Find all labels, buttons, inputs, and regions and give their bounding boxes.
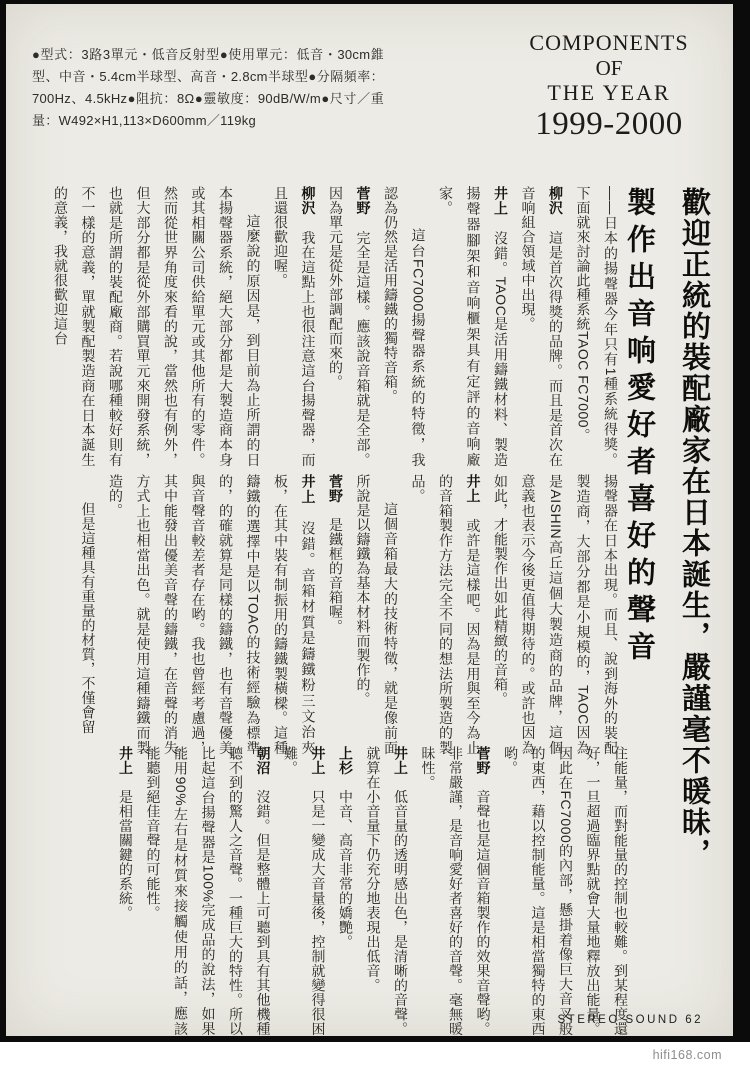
body-paragraph: ——日本的揚聲器今年只有1種系統得獎。下面就來討論此種系統TAOC FC7000。: [575, 186, 619, 467]
headline-line2: 製作出音响愛好者喜好的聲音: [623, 187, 655, 668]
article-band-middle: [36, 474, 624, 755]
dialogue-paragraph: 井上 沒錯。音箱材質是鑄鐵粉三文治夾板，在其中裝有制振用的鑄鐵製橫樑。這種鑄鐵的選擇中是以TOAC的技術經驗為標準的，的確就算是同樣的鑄鐵，也有音聲優美與音聲音較差者存在哟。我也曾經考慮過，其中能發出優美音聲的鑄鐵，在音聲的消失方式上也相當出色。就是使用這種鑄鐵而製造的。: [108, 474, 317, 756]
dialogue-paragraph: 菅野 音聲也是這個音箱製作的效果音聲哟。非常嚴謹，是音响愛好者喜好的音聲。毫無暖昧性。: [420, 746, 492, 1036]
award-title-line2: OF: [595, 56, 623, 80]
body-paragraph: 這台FC7000揚聲器系統的特徵，我認為仍然是活用鑄鐵的獨特音箱。: [383, 186, 427, 467]
speaker-name: 井上: [493, 186, 509, 217]
dialogue-paragraph: 柳沢 這是首次得獎的品牌。而且是首次在音响組合領域中出現。: [520, 186, 564, 468]
speaker-name: 井上: [300, 474, 317, 506]
dialogue-paragraph: 菅野 完全是這樣。應該說音箱就是全部。因為單元是從外部調配而來的。: [328, 186, 372, 468]
body-paragraph: 但是這種具有重量的材質，不僅會留: [80, 502, 97, 734]
headline-line1: 歡迎正統的裝配廠家在日本誕生，嚴謹毫不暖昧，: [678, 187, 710, 869]
dialogue-paragraph: 柳沢 我在這點上也很注意這台揚聲器，而且還很歡迎喔。: [273, 186, 317, 468]
speaker-name: 井上: [393, 746, 409, 775]
components-of-the-year-title: [493, 30, 725, 142]
dialogue-paragraph: 井上 沒錯。TAOC是活用鑄鐵材料、製造揚聲器腳架和音响櫃架具有定評的音响廠家。: [438, 186, 509, 468]
speaker-name: 菅野: [475, 746, 492, 775]
body-paragraph: 揚聲器在日本出現。而且、說到海外的裝配製造商，大部分都是小規模的，TAOC因為是AISHIN高丘這個大製造商的品牌，這個意義也表示今後更值得期待的。或許也因為如此，才能製作出如此精緻的音箱。: [493, 474, 619, 755]
magazine-page: [6, 4, 733, 1036]
speaker-name: 菅野: [328, 474, 344, 503]
body-paragraph: 這麼說的原因是，到目前為止所謂的日本揚聲器系統，絕大部分都是大製造商本身或其相關公司供給單元或其他所有的零件。然而從世界角度來看的說，當然也有例外，但大部分都是從外部購買單元來開發系統，也就是所謂的裝配廠商。若說哪種較好則有不一樣的意義，單就製配製造商在日本誕生的意義，我就很歡迎這台: [53, 186, 262, 467]
dialogue-paragraph: 井上 或許是這樣吧。因為是用與至今為止的音箱製作方法完全不同的想法所製造的製品。: [410, 474, 482, 756]
award-year: 1999-2000: [535, 106, 683, 142]
dialogue-paragraph: 井上 只是一變成大音量後，控制就變得很困難。: [283, 746, 327, 1036]
body-paragraph: 這個音箱最大的技術特徵，就是像前面所說是以鑄鐵為基本材料而製作的。: [355, 474, 399, 755]
dialogue-paragraph: 朝沼 沒錯。但是整體上可聽到具有其他機種聽不到的驚人之音聲。一種巨大的特性。所以比起這台揚聲器是100%完成品的說法，如果能用90%左右是材質來接觸使用的話，應該能聽到絕佳音聲的可能性。: [145, 746, 272, 1036]
speaker-name: 柳沢: [300, 186, 317, 216]
dialogue-paragraph: 菅野 是鐵框的音箱喔。: [328, 474, 344, 634]
dialogue-paragraph: 井上 是相當關鍵的系統。: [118, 746, 134, 920]
speaker-name: 井上: [465, 474, 482, 504]
magazine-page-number: STEREO SOUND 62: [557, 1014, 703, 1026]
award-title-line1: COMPONENTS: [529, 30, 689, 55]
speaker-name: 朝沼: [255, 746, 272, 775]
article-band-top: [36, 186, 624, 467]
dialogue-paragraph: 上杉 中音、高音非常的嬌艷。: [338, 746, 354, 949]
body-paragraph: 住能量，而對能量的控制也較難。到某程度還好，一旦超過臨界點就會大量地釋放出能量。因此在FC7000的內部，懸掛着像巨大音叉般的東西，藉以控制能量。這是相當獨特的東西哟。: [503, 746, 629, 1036]
award-title-line3: THE YEAR: [547, 80, 671, 105]
speaker-name: 上杉: [338, 746, 354, 775]
speaker-name: 柳沢: [548, 186, 564, 216]
speaker-name: 井上: [118, 746, 134, 775]
speaker-name: 菅野: [355, 186, 372, 216]
watermark-text: hifi168.com: [652, 1048, 722, 1062]
dialogue-paragraph: 井上 低音量的透明感出色，是清晰的音聲。就算在小音量下仍充分地表現出低音。: [365, 746, 409, 1036]
speaker-spec-block: ●型式：3路3單元・低音反射型●使用單元：低音・30cm錐型、中音・5.4cm半球型、高音・2.8cm半球型●分隔頻率：700Hz、4.5kHz●阻抗：8Ω●靈敏度：90dB/W/m●尺寸／重量：W492×H1,113×D600mm／119kg: [32, 47, 384, 128]
speaker-name: 井上: [310, 746, 327, 775]
article-band-bottom: [46, 746, 634, 1036]
scan-bottom-strip: [0, 1042, 750, 1066]
